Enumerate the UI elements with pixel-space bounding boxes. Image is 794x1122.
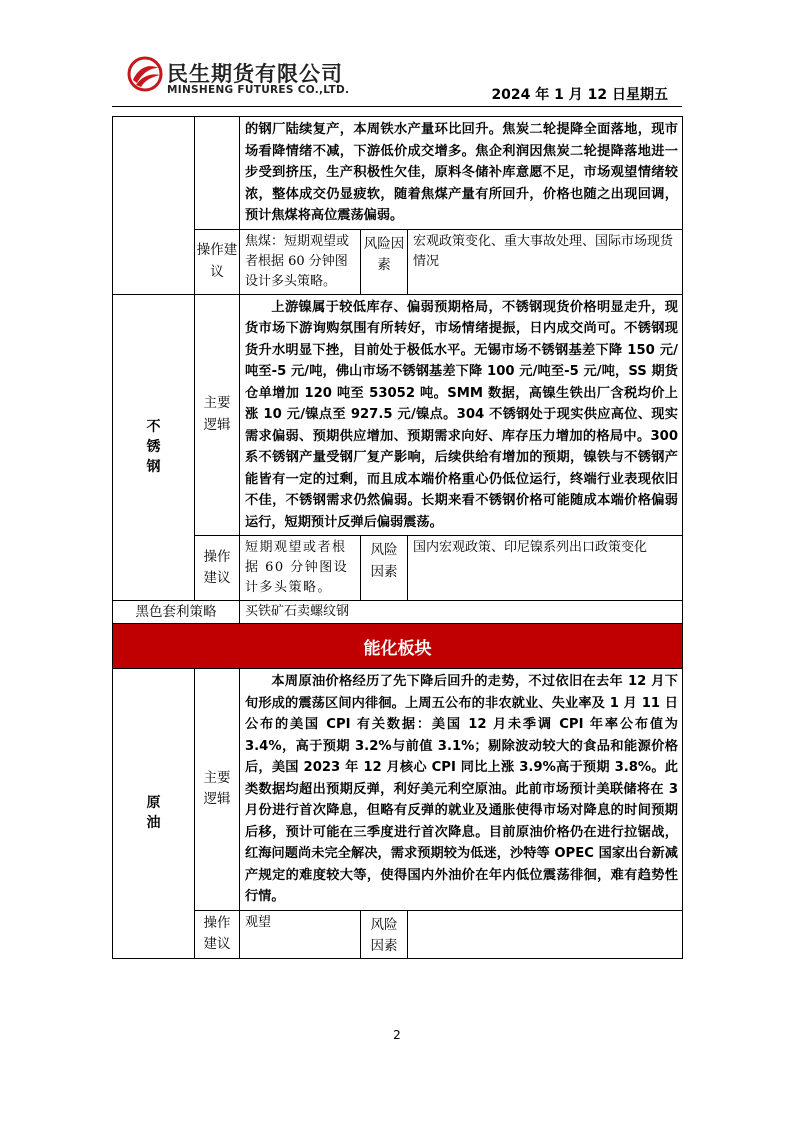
coke-risk-text: 宏观政策变化、重大事故处理、国际市场现货情况	[413, 233, 674, 269]
company-logo	[127, 56, 367, 100]
crude-op-label-text: 操作建议	[203, 914, 231, 952]
crude-risk-label-text: 风险因素	[370, 916, 398, 954]
spread-label: 黑色套利策略	[113, 601, 240, 624]
stainless-category-label: 不锈钢	[146, 419, 161, 476]
crude-logic-label-text: 主要逻辑	[203, 769, 231, 808]
stainless-logic-label-text: 主要逻辑	[203, 395, 231, 433]
stainless-op-text: 短期观望或者根据 60 分钟图设计多头策略。	[245, 540, 349, 595]
coke-operation-row	[113, 229, 683, 294]
coke-risk-label: 风险因素	[361, 229, 408, 294]
coke-risk-cell	[408, 229, 683, 294]
crude-op-label	[195, 910, 240, 958]
crude-logic-row	[113, 669, 683, 911]
research-table	[112, 116, 683, 959]
crude-operation-row	[113, 910, 683, 958]
coke-logic-text: 的钢厂陆续复产，本周铁水产量环比回升。焦炭二轮提降全面落地，现市场看降情绪不减，下游低价成交增多。焦企利润因焦炭二轮提降落地进一步受到挤压，生产积极性欠佳，原料冬储补库意愿不足，市场观望情绪较浓，整体成交仍显疲软，随着焦煤产量有所回升，价格也随之出现回调，预计焦煤将高位震荡偏弱。	[245, 122, 678, 223]
coke-op-text: 焦煤：短期观望或者根据 60 分钟图设计多头策略。	[245, 233, 350, 289]
coke-category-cell	[113, 117, 195, 295]
stainless-risk-cell	[408, 536, 683, 601]
stainless-logic-label	[195, 294, 240, 536]
stainless-risk-label	[361, 536, 408, 601]
crude-risk-label	[361, 910, 408, 958]
page-number: 2	[393, 1028, 401, 1042]
stainless-operation-row	[113, 536, 683, 601]
brand-name-cn: 民生期货有限公司	[167, 62, 343, 86]
crude-op-text: 观望	[245, 914, 272, 930]
crude-category-label: 原油	[146, 795, 161, 832]
coke-logic-label-cell	[195, 117, 240, 230]
stainless-op-cell	[240, 536, 361, 601]
stainless-logic-text: 上游镍属于较低库存、偏弱预期格局，不锈钢现货价格明显走升，现货市场下游询购氛围有所转好，市场情绪提振，日内成交尚可。不锈钢现货升水明显下挫，目前处于极低水平。无锡市场不锈钢基差下降 150 元/吨至-5 元/吨，佛山市场不锈钢基差下降 100 元/吨至-5 元/吨，SS 期货仓单增加 120 吨至 53052 吨。SMM 数据，高镍生铁出厂含税均价上涨 10 元/镍点至 927.5 元/镍点。304 不锈钢处于现实供应高位、现实需求偏弱、预期供应增加、预期需求向好、库存压力增加的格局中。300 系不锈钢产量受钢厂复产影响，后续供给有增加的预期，镍铁与不锈钢产能皆有一定的过剩，而且成本端价格重心仍低位运行，终端行业表现依旧不佳，不锈钢需求仍然偏弱。长期来看不锈钢价格可能随成本端价格偏弱运行，短期预计反弹后偏弱震荡。	[245, 299, 678, 530]
crude-logic-label	[195, 669, 240, 911]
energy-section-title: 能化板块	[113, 624, 683, 669]
coke-op-label: 操作建议	[195, 229, 240, 294]
crude-risk-cell	[408, 910, 683, 958]
crude-logic-text: 本周原油价格经历了先下降后回升的走势，不过依旧在去年 12 月下旬形成的震荡区间内徘徊。上周五公布的非农就业、失业率及 1 月 11 日公布的美国 CPI 有关数据：美国 12 月未季调 CPI 年率公布值为 3.4%，高于预期 3.2%与前值 3.1%；剔除波动较大的食品和能源价格后，美国 2023 年 12 月核心 CPI 同比上涨 3.9%高于预期 3.8%。此类数据均超出预期反弹，利好美元利空原油。此前市场预计美联储将在 3 月份进行首次降息，但略有反弹的就业及通胀使得市场对降息的时间预期后移，预计可能在三季度进行首次降息。目前原油价格仍在进行拉锯战，红海问题尚未完全解决，需求预期较为低迷，沙特等 OPEC 国家出台新减产规定的难度较大等，使得国内外油价在年内低位震荡徘徊，难有趋势性行情。	[245, 674, 678, 904]
spread-cell	[240, 601, 683, 624]
crude-logic-cell	[240, 669, 683, 911]
spread-row	[113, 601, 683, 624]
crude-category	[113, 669, 195, 959]
stainless-category	[113, 294, 195, 601]
coke-logic-row	[113, 117, 683, 230]
energy-section-row	[113, 624, 683, 669]
minsheng-logo-icon	[127, 56, 163, 92]
stainless-risk-label-text: 风险因素	[370, 542, 398, 580]
stainless-logic-cell	[240, 294, 683, 536]
crude-op-cell	[240, 910, 361, 958]
stainless-logic-row	[113, 294, 683, 536]
header-divider	[112, 106, 682, 107]
stainless-op-label	[195, 536, 240, 601]
stainless-risk-text: 国内宏观政策、印尼镍系列出口政策变化	[413, 540, 648, 555]
brand-name-en: MINSHENG FUTURES CO.,LTD.	[167, 84, 350, 96]
coke-logic-cell	[240, 117, 683, 230]
report-date: 2024 年 1 月 12 日星期五	[491, 87, 668, 103]
coke-op-cell	[240, 229, 361, 294]
stainless-op-label-text: 操作建议	[203, 548, 231, 586]
crude-risk-text	[408, 911, 682, 915]
spread-text: 买铁矿石卖螺纹钢	[245, 604, 350, 619]
